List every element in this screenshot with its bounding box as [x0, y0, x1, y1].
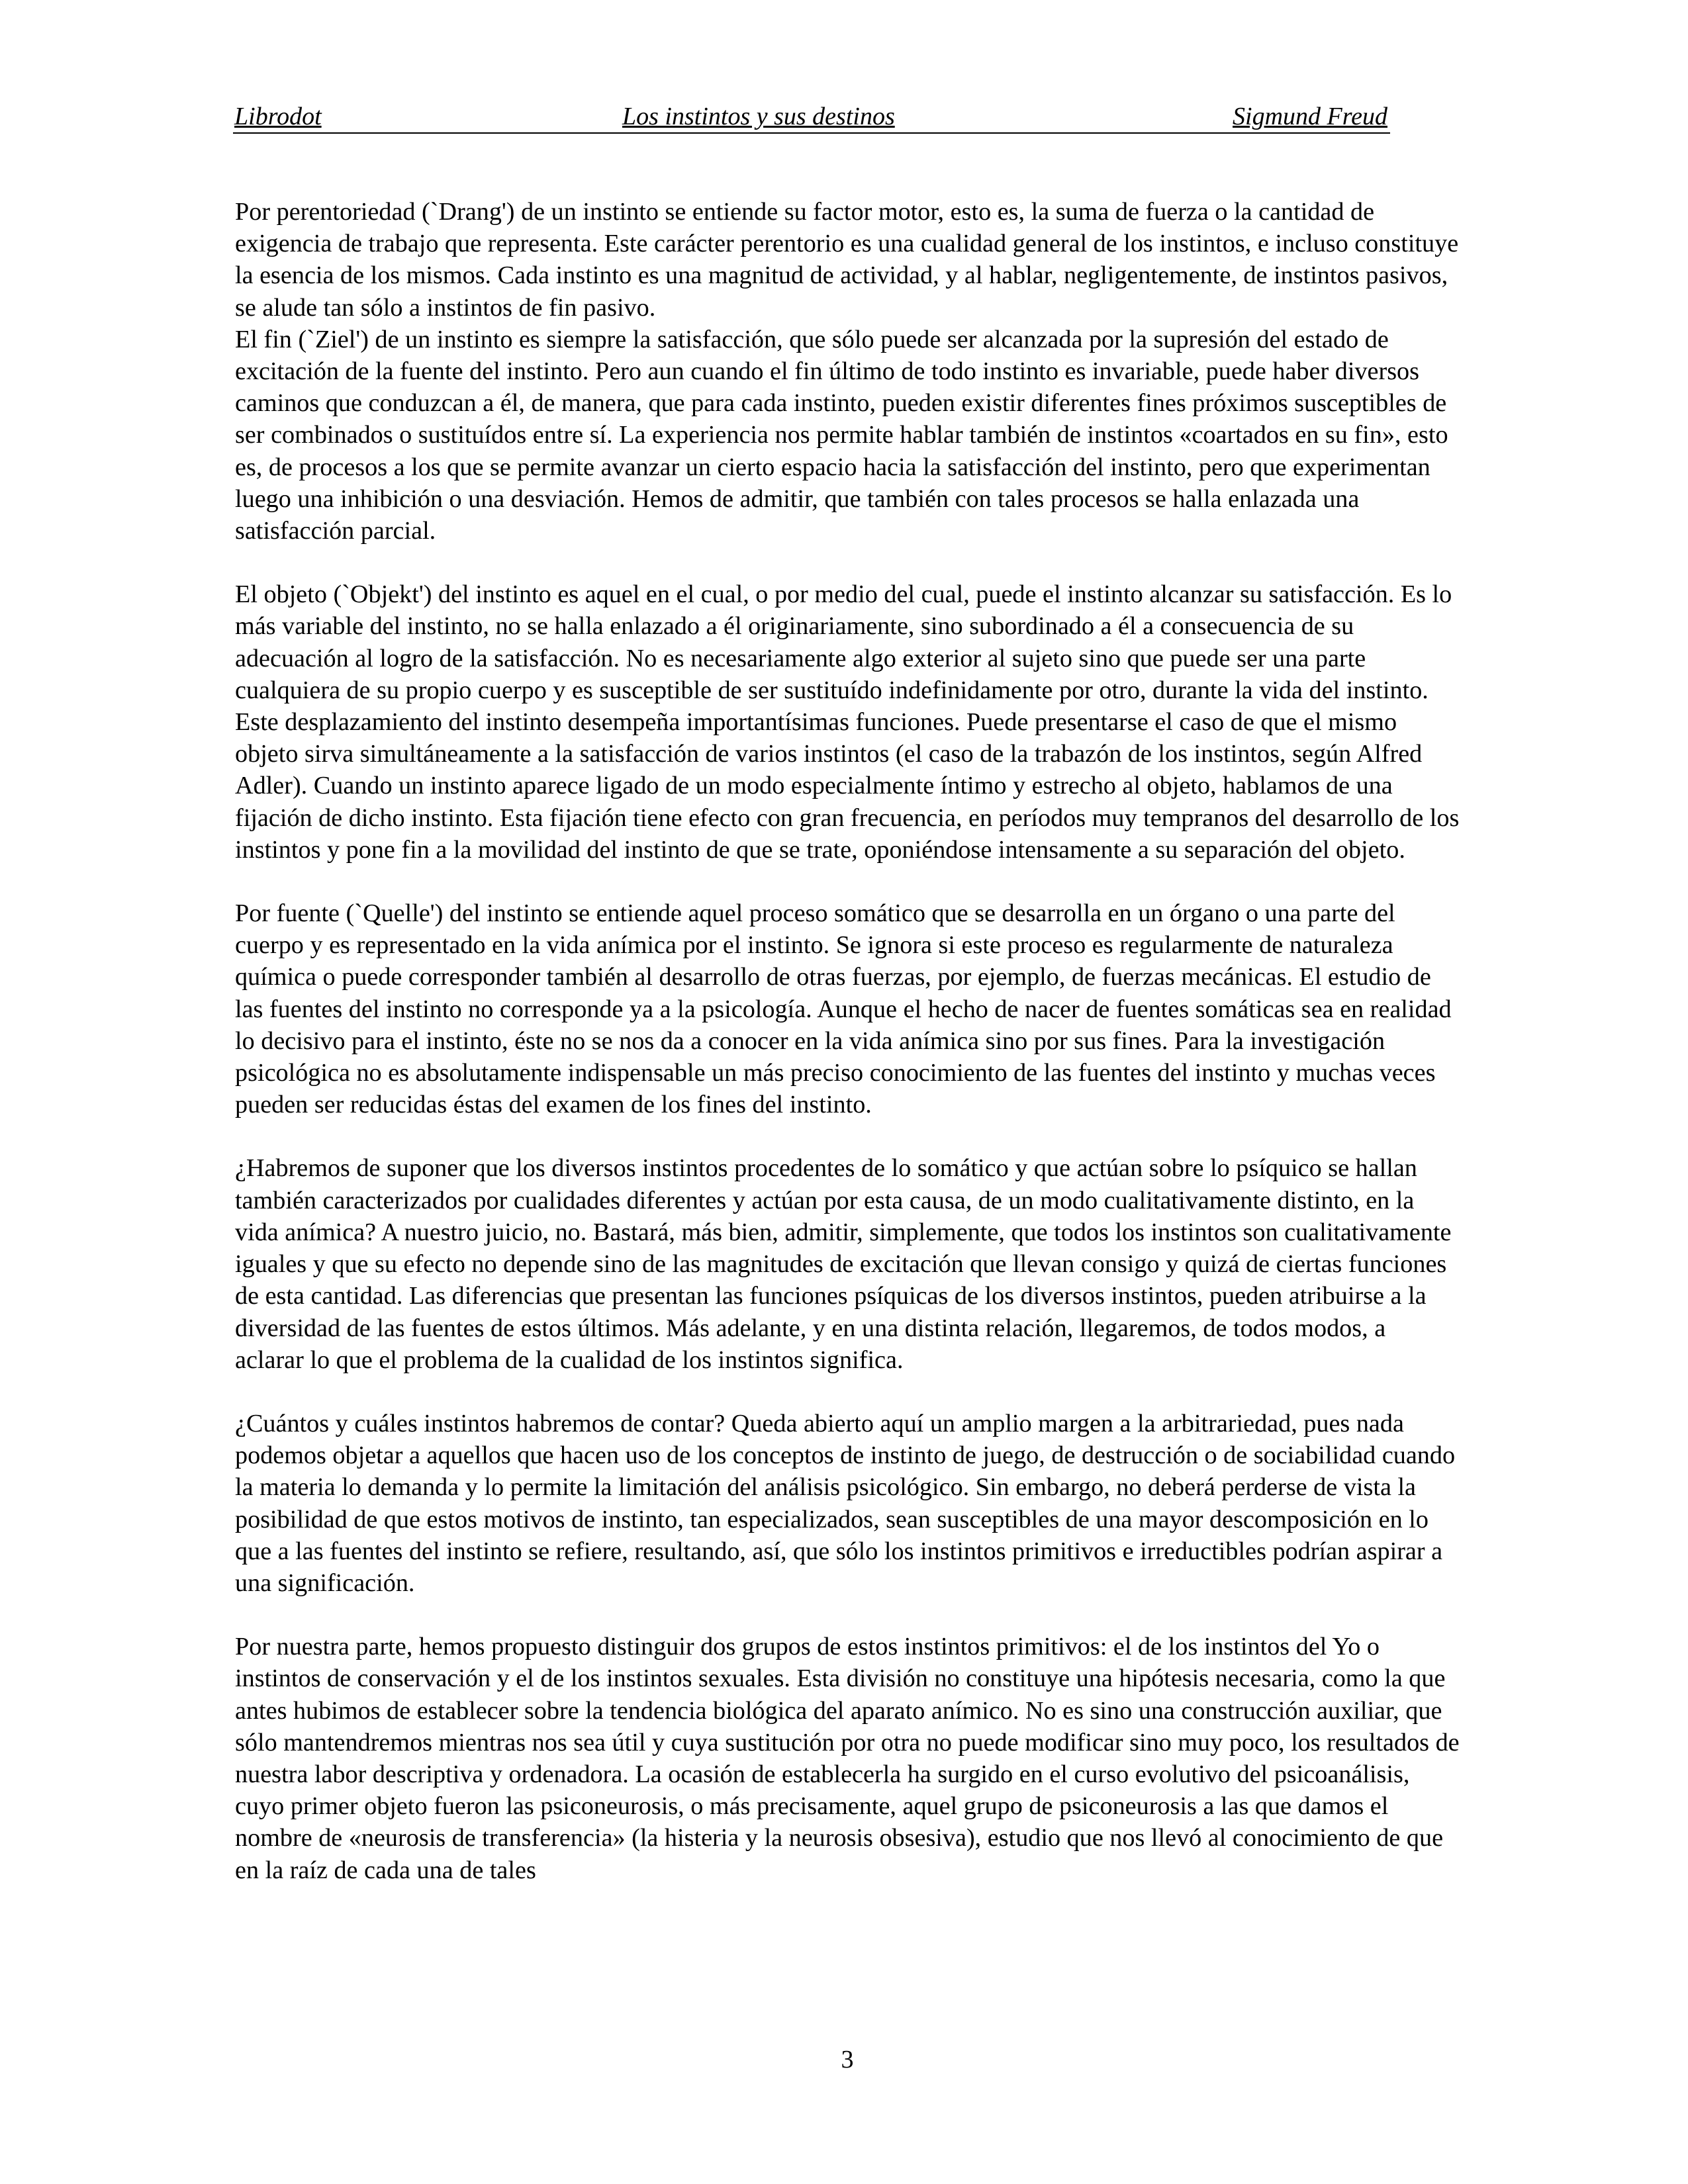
header-author: Sigmund Freud: [1233, 103, 1387, 130]
page-number: 3: [841, 2046, 854, 2073]
paragraph-objekt: El objeto (`Objekt') del instinto es aquel en el cual, o por medio del cual, puede el instinto alcanzar su satisfacción. Es lo más variable del instinto, no se halla enlazado a él originariamente, sino subordinado a él a consecuencia de su adecuación al logro de la satisfacción. No es necesariamente algo exterior al sujeto sino que puede ser una parte cualquiera de su propio cuerpo y es susceptible de ser sustituído indefinidamente por otro, durante la vida del instinto. Este desplazamiento del instinto desempeña importantísimas funciones. Puede presentarse el caso de que el mismo objeto sirva simultáneamente a la satisfacción de varios instintos (el caso de la trabazón de los instintos, según Alfred Adler). Cuando un instinto aparece ligado de un modo especialmente íntimo y estrecho al objeto, hablamos de una fijación de dicho instinto. Esta fijación tiene efecto con gran frecuencia, en períodos muy tempranos del desarrollo de los instintos y pone fin a la movilidad del instinto de que se trate, oponiéndose intensamente a su separación del objeto.: [235, 580, 1460, 864]
paragraph-spacer: [235, 866, 1460, 897]
header-title: Los instintos y sus destinos: [622, 103, 895, 130]
paragraph-quelle: Por fuente (`Quelle') del instinto se entiende aquel proceso somático que se desarrolla en un órgano o una parte del cuerpo y es representado en la vida anímica por el instinto. Se ignora si este proceso es regularmente de naturaleza química o puede corresponder también al desarrollo de otras fuerzas, por ejemplo, de fuerzas mecánicas. El estudio de las fuentes del instinto no corresponde ya a la psicología. Aunque el hecho de nacer de fuentes somáticas sea en realidad lo decisivo para el instinto, éste no se nos da a conocer en la vida anímica sino por sus fines. Para la investigación psicológica no es absolutamente indispensable un más preciso conocimiento de las fuentes del instinto y muchas veces pueden ser reducidas éstas del examen de los fines del instinto.: [235, 899, 1452, 1119]
paragraph-grupos: Por nuestra parte, hemos propuesto distinguir dos grupos de estos instintos primitivos: el de los instintos del Yo o instintos de conservación y el de los instintos sexuales. Esta división no constituye una hipótesis necesaria, como la que antes hubimos de establecer sobre la tendencia biológica del aparato anímico. No es sino una construcción auxiliar, que sólo mantendremos mientras nos sea útil y cuya sustitución por otra no puede modificar sino muy poco, los resultados de nuestra labor descriptiva y ordenadora. La ocasión de establecerla ha surgido en el curso evolutivo del psicoanálisis, cuyo primer objeto fueron las psiconeurosis, o más precisamente, aquel grupo de psiconeurosis a las que damos el nombre de «neurosis de transferencia» (la histeria y la neurosis obsesiva), estudio que nos llevó al conocimiento de que en la raíz de cada una de tales: [235, 1633, 1460, 1884]
page-header: [233, 98, 1390, 134]
paragraph-drang: Por perentoriedad (`Drang') de un instinto se entiende su factor motor, esto es, la suma de fuerza o la cantidad de exigencia de trabajo que representa. Este carácter perentorio es una cualidad general de los instintos, e incluso constituye la esencia de los mismos. Cada instinto es una magnitud de actividad, y al hablar, negligentemente, de instintos pasivos, se alude tan sólo a instintos de fin pasivo.: [235, 198, 1459, 322]
header-source: Librodot: [234, 103, 322, 130]
paragraph-spacer: [235, 1599, 1460, 1631]
paragraph-spacer: [235, 547, 1460, 578]
paragraph-cuantos: ¿Cuántos y cuáles instintos habremos de contar? Queda abierto aquí un amplio margen a la arbitrariedad, pues nada podemos objetar a aquellos que hacen uso de los conceptos de instinto de juego, de destrucción o de sociabilidad cuando la materia lo demanda y lo permite la limitación del análisis psicológico. Sin embargo, no deberá perderse de vista la posibilidad de que estos motivos de instinto, tan especializados, sean susceptibles de una mayor descomposición en lo que a las fuentes del instinto se refiere, resultando, así, que sólo los instintos primitivos e irreductibles podrían aspirar a una significación.: [235, 1409, 1456, 1597]
paragraph-cualidad: ¿Habremos de suponer que los diversos instintos procedentes de lo somático y que actúan sobre lo psíquico se hallan también caracterizados por cualidades diferentes y actúan por esta causa, de un modo cualitativamente distinto, en la vida anímica? A nuestro juicio, no. Bastará, más bien, admitir, simplemente, que todos los instintos son cualitativamente iguales y que su efecto no depende sino de las magnitudes de excitación que llevan consigo y quizá de ciertas funciones de esta cantidad. Las diferencias que presentan las funciones psíquicas de los diversos instintos, pueden atribuirse a la diversidad de las fuentes de estos últimos. Más adelante, y en una distinta relación, llegaremos, de todos modos, a aclarar lo que el problema de la cualidad de los instintos significa.: [235, 1154, 1452, 1374]
document-body: [235, 196, 1460, 1886]
paragraph-ziel: El fin (`Ziel') de un instinto es siempre la satisfacción, que sólo puede ser alcanzada por la supresión del estado de excitación de la fuente del instinto. Pero aun cuando el fin último de todo instinto es invariable, puede haber diversos caminos que conduzcan a él, de manera, que para cada instinto, pueden existir diferentes fines próximos susceptibles de ser combinados o sustituídos entre sí. La experiencia nos permite hablar también de instintos «coartados en su fin», esto es, de procesos a los que se permite avanzar un cierto espacio hacia la satisfacción del instinto, pero que experimentan luego una inhibición o una desviación. Hemos de admitir, que también con tales procesos se halla enlazada una satisfacción parcial.: [235, 325, 1448, 545]
paragraph-spacer: [235, 1120, 1460, 1152]
paragraph-spacer: [235, 1376, 1460, 1408]
